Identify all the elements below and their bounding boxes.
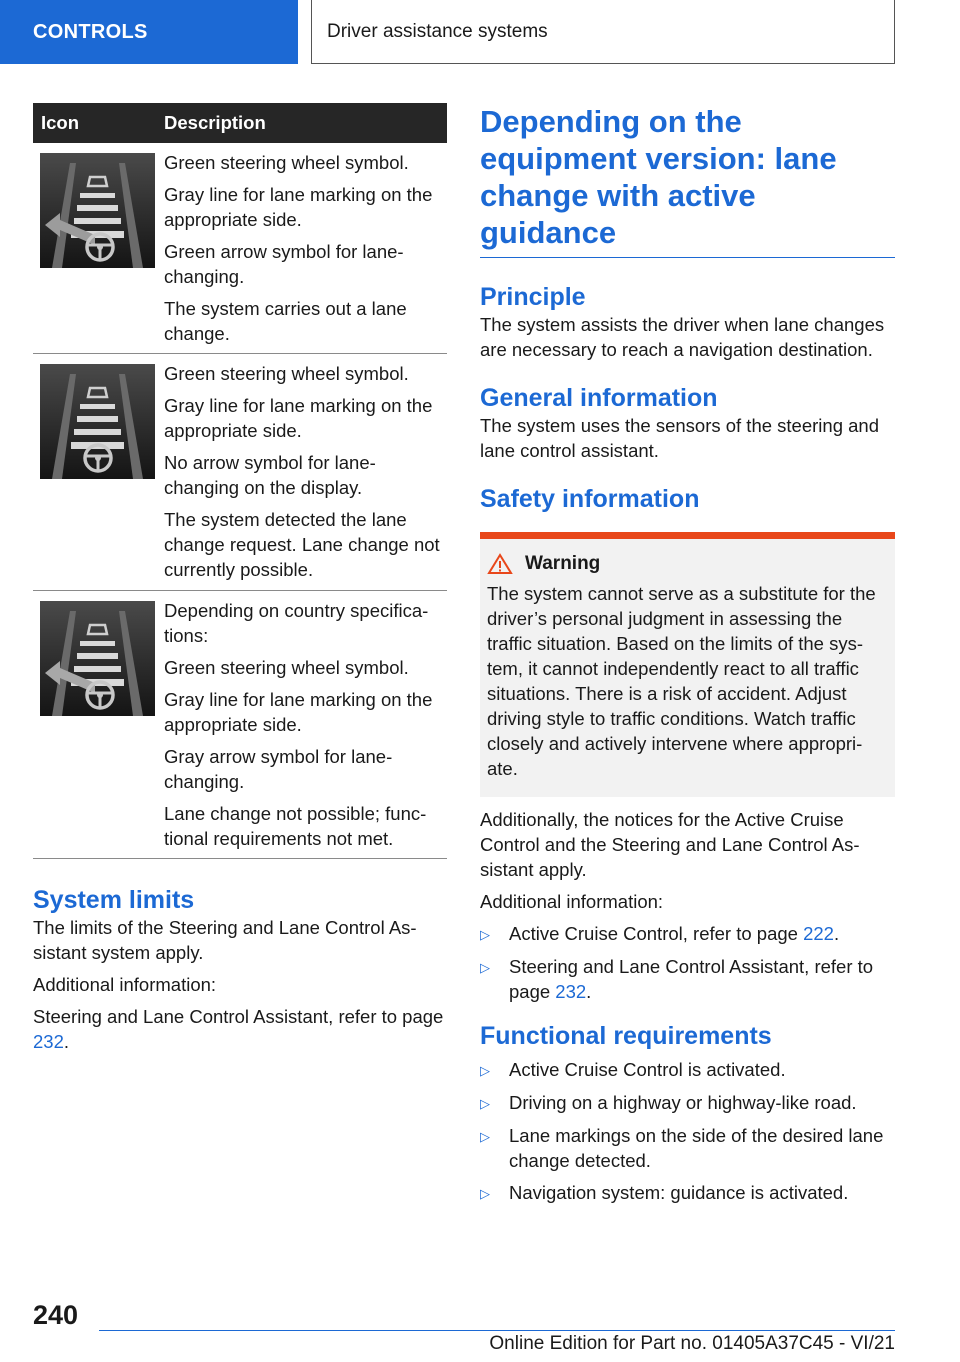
triangle-bullet-icon: ▷ xyxy=(480,1063,490,1078)
chapter-tab[interactable]: CONTROLS xyxy=(0,0,298,64)
additional-info-label: Additional information: xyxy=(33,974,217,995)
principle-text: The system assists the driver when lane changes are necessary to reach a navigation destination. xyxy=(480,314,885,360)
system-limits-text: The limits of the Steering and Lane Control As-sistant system apply. xyxy=(33,917,417,963)
table-row xyxy=(33,143,447,354)
triangle-bullet-icon: ▷ xyxy=(480,1129,490,1144)
page-section-title: Depending on the equipment version: lane change with active guidance xyxy=(480,103,895,258)
safety-info-heading: Safety information xyxy=(480,485,700,513)
triangle-bullet-icon: ▷ xyxy=(480,960,490,975)
table-row xyxy=(33,354,447,591)
page-link-232[interactable]: 232 xyxy=(555,981,587,1002)
requirement-text: Lane markings on the side of the desired lane change detected. xyxy=(509,1125,884,1171)
reference-label: Steering and Lane Control Assistant, refer to page xyxy=(33,1006,444,1027)
reference-text xyxy=(33,1004,447,1054)
lane-change-pending-icon xyxy=(40,364,155,479)
reference-end: . xyxy=(63,1031,70,1052)
table-cell-icon xyxy=(33,143,164,353)
footer-edition: Online Edition for Part no. 01405A37C45 - VI/21 xyxy=(489,1333,895,1354)
warning-triangle-icon xyxy=(487,553,513,575)
page-number: 240 xyxy=(33,1300,79,1330)
description-line: Gray arrow symbol for lane-changing. xyxy=(164,746,393,792)
list-item xyxy=(480,1123,895,1173)
description-line: Depending on country specifica-tions: xyxy=(164,600,429,646)
functional-requirements-heading: Functional requirements xyxy=(480,1022,772,1050)
table-header xyxy=(33,103,447,143)
list-item xyxy=(480,1057,895,1083)
warning-title xyxy=(487,553,888,575)
additional-info-label: Additional information: xyxy=(480,891,664,912)
left-column xyxy=(33,103,447,1061)
description-line: Green steering wheel symbol. xyxy=(164,657,409,678)
description-line: No arrow symbol for lane-changing on the display. xyxy=(164,452,376,498)
warning-text: The system cannot serve as a substitute for the driver’s personal judgment in assessing the traffic situation. Based on the limits of the sys-tem, it cannot independently react to all traffic situations. There is a risk of accident. Adjust driving style to traffic conditions. Watch traffic closely and actively intervene where appropri-ate. xyxy=(487,583,876,779)
page-link-222[interactable]: 222 xyxy=(803,923,834,944)
table-header-icon: Icon xyxy=(41,112,80,133)
list-item xyxy=(480,1180,895,1206)
section-title: Driver assistance systems xyxy=(311,0,895,64)
requirement-text: Navigation system: guidance is activated. xyxy=(509,1182,849,1203)
description-line: Lane change not possible; func-tional requirements not met. xyxy=(164,803,427,849)
page-link-232[interactable]: 232 xyxy=(33,1031,64,1052)
table-cell-description xyxy=(164,591,447,858)
requirements-list xyxy=(480,1057,895,1206)
description-line: Green steering wheel symbol. xyxy=(164,152,409,173)
lane-change-unavailable-icon xyxy=(40,601,155,716)
table-cell-icon xyxy=(33,354,164,590)
triangle-bullet-icon: ▷ xyxy=(480,1096,490,1111)
right-column xyxy=(480,103,895,1213)
table-header-description: Description xyxy=(164,112,266,133)
table-cell-description xyxy=(164,354,447,590)
description-line: The system carries out a lane change. xyxy=(164,298,407,344)
principle-heading: Principle xyxy=(480,283,586,311)
triangle-bullet-icon: ▷ xyxy=(480,1186,490,1201)
list-item xyxy=(480,1090,895,1116)
reference-label: Steering and Lane Control Assistant, refer to page xyxy=(509,956,874,1002)
list-item xyxy=(480,954,895,1004)
table-cell-description xyxy=(164,143,447,353)
list-item xyxy=(480,921,895,947)
table-cell-icon xyxy=(33,591,164,858)
footer-divider xyxy=(99,1330,895,1331)
reference-list xyxy=(480,921,895,1004)
table-row xyxy=(33,591,447,859)
description-line: Gray line for lane marking on the appropriate side. xyxy=(164,395,433,441)
lane-change-active-icon xyxy=(40,153,155,268)
reference-label: Active Cruise Control, refer to page xyxy=(509,923,804,944)
description-line: Green steering wheel symbol. xyxy=(164,363,409,384)
description-line: Gray line for lane marking on the appropriate side. xyxy=(164,689,433,735)
notice-text: Additionally, the notices for the Active Cruise Control and the Steering and Lane Control As-sistant apply. xyxy=(480,809,860,880)
requirement-text: Active Cruise Control is activated. xyxy=(509,1059,786,1080)
system-limits-heading: System limits xyxy=(33,886,195,914)
warning-title-text: Warning xyxy=(525,553,601,574)
reference-end: . xyxy=(586,981,592,1002)
warning-box xyxy=(480,532,895,797)
description-line: Green arrow symbol for lane-changing. xyxy=(164,241,404,287)
description-line: The system detected the lane change request. Lane change not currently possible. xyxy=(164,509,440,580)
general-info-text: The system uses the sensors of the steering and lane control assistant. xyxy=(480,415,879,461)
general-info-heading: General information xyxy=(480,384,718,412)
triangle-bullet-icon: ▷ xyxy=(480,927,490,942)
reference-end: . xyxy=(833,923,840,944)
requirement-text: Driving on a highway or highway-like road. xyxy=(509,1092,857,1113)
description-line: Gray line for lane marking on the appropriate side. xyxy=(164,184,433,230)
